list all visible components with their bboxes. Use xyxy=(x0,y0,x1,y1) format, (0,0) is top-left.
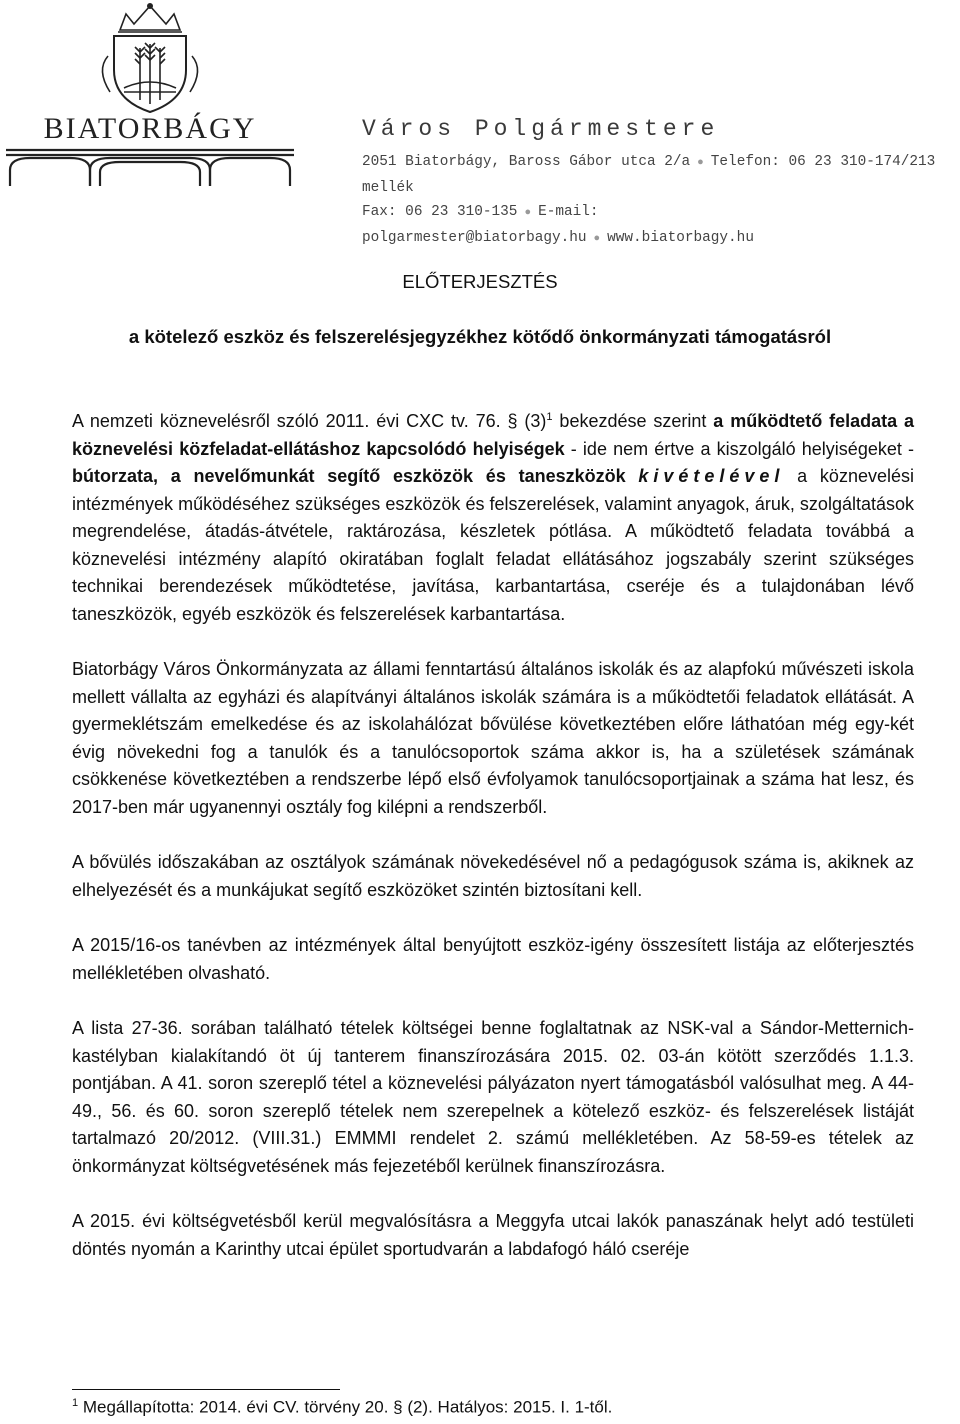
footnote xyxy=(72,1397,612,1418)
email[interactable]: E-mail: polgarmester@biatorbagy.hu xyxy=(362,204,599,246)
office-title: Város Polgármestere xyxy=(362,116,720,142)
paragraph-6: A 2015. évi költségvetésből kerül megvalósításra a Meggyfa utcai lakók panaszának helyt adó testületi döntés nyomán a Karinthy utcai épület sportudvarán a labdafogó háló cseréje xyxy=(72,1211,914,1259)
p1-text-4: a köznevelési intézmények működéséhez szükséges eszközök és felszerelések, valamint anyagok, áruk, szolgáltatások megrendelése, átadás-átvétele, raktározása, készletek pótlása. A működtető feladata továbbá a köznevelési intézmény alapító okiratában foglalt feladat ellátásához jogszabály szerint szükséges technikai berendezések működtetése, javítása, karbantartása, cseréje és a tulajdonában lévő taneszközök, egyéb eszközök és felszerelések karbantartása. xyxy=(72,466,914,624)
p1-text-2: bekezdése szerint xyxy=(552,411,714,431)
phone: Telefon: 06 23 310-174/213 mellék xyxy=(362,154,936,196)
bullet-separator-icon: ● xyxy=(524,207,532,219)
paragraph-1 xyxy=(72,404,914,628)
footnote-divider xyxy=(72,1389,340,1390)
website[interactable]: www.biatorbagy.hu xyxy=(607,229,754,246)
p1-bold-1: a működtető feladata a köznevelési közfeladat-ellátáshoz kapcsolódó helyiségek xyxy=(72,411,915,459)
bullet-separator-icon: ● xyxy=(593,232,601,245)
document-title: ELŐTERJESZTÉS xyxy=(402,271,558,292)
p1-text-1: A nemzeti köznevelésről szóló 2011. évi CXC tv. 76. § (3) xyxy=(72,411,547,431)
footnote-number: 1 xyxy=(72,1397,79,1409)
biatorbagy-coat-of-arms-logo xyxy=(0,0,300,190)
paragraph-4: A 2015/16-os tanévben az intézmények által benyújtott eszköz-igény összesített listája az előterjesztés mellékletében olvasható. xyxy=(72,935,914,983)
viaduct-icon xyxy=(6,150,294,186)
footnote-ref[interactable]: 1 xyxy=(546,411,553,423)
p1-text-3: - ide nem értve a kiszolgáló helyiségeket - xyxy=(564,438,914,459)
document-body xyxy=(72,404,914,1263)
footnote-text: Megállapította: 2014. évi CV. törvény 20. § (2). Hatályos: 2015. I. 1-től. xyxy=(82,1397,613,1417)
p1-bold-2: bútorzata, a nevelőmunkát segítő eszközök és taneszközök xyxy=(72,466,639,486)
p1-bold-italic-spaced: kivételével xyxy=(638,466,785,486)
paragraph-2: Biatorbágy Város Önkormányzata az állami fenntartású általános iskolák és az alapfokú művészeti iskola mellett vállalta az egyházi és alapítványi általános iskolák számára is a működtetői feladatok ellátását. A gyermeklétszám emelkedése és az iskolahálózat bővülése következtében előre láthatóan még egy-két évig növekedni fog a tanulók és a tanulócsoportok száma akkor is, ha a születések számának csökkenése következtében a rendszerbe lépő első évfolyamok tanulócsoportjainak a száma hat lesz, és 2017-ben már ugyanennyi osztály fog kilépni a rendszerből. xyxy=(72,659,914,817)
crown-icon xyxy=(120,6,180,30)
bullet-separator-icon: ● xyxy=(697,157,704,169)
paragraph-5: A lista 27-36. sorában található tételek költségei benne foglaltatnak az NSK-val a Sándor-Metternich-kastélyban kialakítandó öt új tanterem finanszírozására 2015. 02. 03-án kötött szerződés 1.1.3. pontjában. A 41. soron szereplő tétel a köznevelési pályázaton nyert támogatásból valósulhat meg. A 44-49., 56. és 60. soron szereplő tételek nem szerepelnek a kötelező eszköz- és felszerelések listáját tartalmazó 20/2012. (VIII.31.) EMMMI rendelet 2. számú mellékletében. Az 58-59-es tételek az önkormányzat költségvetésének más fejezetéből kerülnek finanszírozásra. xyxy=(72,1018,914,1176)
paragraph-3: A bővülés időszakában az osztályok számának növekedésével nő a pedagógusok száma is, akiknek az elhelyezését és a munkájukat segítő eszközöket szintén biztosítani kell. xyxy=(72,852,914,900)
contact-block xyxy=(362,150,957,251)
address: 2051 Biatorbágy, Baross Gábor utca 2/a xyxy=(362,154,691,170)
fax: Fax: 06 23 310-135 xyxy=(362,204,518,220)
document-subject: a kötelező eszköz és felszerelésjegyzékhez kötődő önkormányzati támogatásról xyxy=(128,326,832,347)
city-name: BIATORBÁGY xyxy=(43,112,257,145)
